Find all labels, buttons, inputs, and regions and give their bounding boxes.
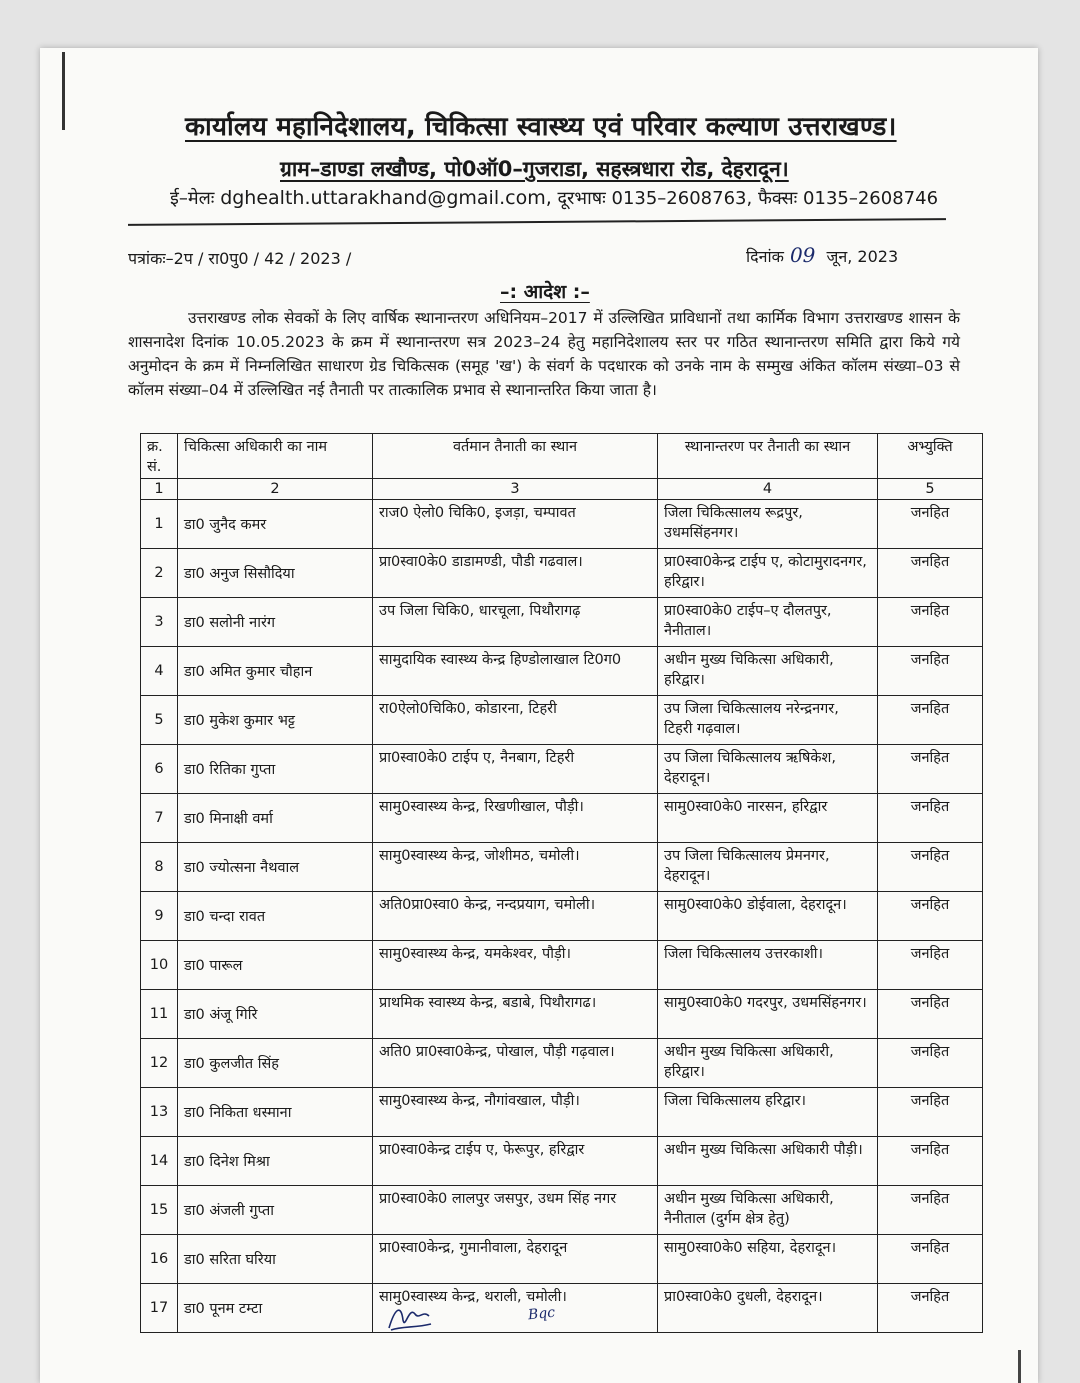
new-posting-cell: जिला चिकित्सालय हरिद्वार। bbox=[658, 1088, 878, 1137]
remark-cell: जनहित bbox=[878, 1039, 983, 1088]
new-posting-cell: उप जिला चिकित्सालय प्रेमनगर, देहरादून। bbox=[658, 843, 878, 892]
officer-name-cell: डा0 अनुज सिसौदिया bbox=[178, 549, 373, 598]
remark-cell: जनहित bbox=[878, 1088, 983, 1137]
officer-name-cell: डा0 पारूल bbox=[178, 941, 373, 990]
remark-cell: जनहित bbox=[878, 647, 983, 696]
serial-number-cell: 13 bbox=[141, 1088, 178, 1137]
contact-line bbox=[170, 186, 939, 210]
current-posting-cell: रा0ऐलो0चिकि0, कोडारना, टिहरी bbox=[373, 696, 658, 745]
col-number: 1 bbox=[141, 479, 178, 500]
table-row bbox=[141, 1235, 983, 1284]
remark-cell: जनहित bbox=[878, 892, 983, 941]
table-row bbox=[141, 1137, 983, 1186]
officer-name-cell: डा0 मुकेश कुमार भट्ट bbox=[178, 696, 373, 745]
table-row bbox=[141, 647, 983, 696]
new-posting-cell: उप जिला चिकित्सालय ऋषिकेश, देहरादून। bbox=[658, 745, 878, 794]
remark-cell: जनहित bbox=[878, 794, 983, 843]
table-row bbox=[141, 794, 983, 843]
officer-name-cell: डा0 दिनेश मिश्रा bbox=[178, 1137, 373, 1186]
table-row bbox=[141, 990, 983, 1039]
serial-number-cell: 16 bbox=[141, 1235, 178, 1284]
officer-name-cell: डा0 अंजू गिरि bbox=[178, 990, 373, 1039]
phone-number: दूरभाषः 0135–2608763, bbox=[557, 188, 753, 209]
new-posting-cell: जिला चिकित्सालय रूद्रपुर, उधमसिंहनगर। bbox=[658, 500, 878, 549]
new-posting-cell: प्रा0स्वा0के0 दुधली, देहरादून। bbox=[658, 1284, 878, 1333]
current-posting-cell: प्रा0स्वा0केन्द्र, गुमानीवाला, देहरादून bbox=[373, 1235, 658, 1284]
current-posting-cell: सामुदायिक स्वास्थ्य केन्द्र हिण्डोलाखाल टि0ग0 bbox=[373, 647, 658, 696]
serial-number-cell: 17 bbox=[141, 1284, 178, 1333]
col-number: 2 bbox=[178, 479, 373, 500]
serial-number-cell: 8 bbox=[141, 843, 178, 892]
table-row bbox=[141, 1186, 983, 1235]
date-label: दिनांक bbox=[746, 247, 784, 266]
officer-name-cell: डा0 सलोनी नारंग bbox=[178, 598, 373, 647]
table-row bbox=[141, 696, 983, 745]
officer-name-cell: डा0 अमित कुमार चौहान bbox=[178, 647, 373, 696]
officer-name-cell: डा0 रितिका गुप्ता bbox=[178, 745, 373, 794]
serial-number-cell: 6 bbox=[141, 745, 178, 794]
serial-number-cell: 4 bbox=[141, 647, 178, 696]
new-posting-cell: सामु0स्वा0के0 गदरपुर, उधमसिंहनगर। bbox=[658, 990, 878, 1039]
serial-number-cell: 1 bbox=[141, 500, 178, 549]
new-posting-cell: सामु0स्वा0के0 डोईवाला, देहरादून। bbox=[658, 892, 878, 941]
reference-number: पत्रांकः–2प / रा0पु0 / 42 / 2023 / bbox=[128, 249, 352, 268]
table-row bbox=[141, 500, 983, 549]
header-serial: क्र. सं. bbox=[141, 434, 178, 479]
date-month-year: जून, 2023 bbox=[826, 247, 899, 266]
table-row bbox=[141, 745, 983, 794]
fax-number: फैक्सः 0135–2608746 bbox=[757, 188, 939, 209]
current-posting-cell: प्रा0स्वा0के0 डाडामण्डी, पौडी गढवाल। bbox=[373, 549, 658, 598]
header-current-posting: वर्तमान तैनाती का स्थान bbox=[373, 434, 658, 479]
officer-name-cell: डा0 निकिता धस्माना bbox=[178, 1088, 373, 1137]
current-posting-cell: अति0 प्रा0स्वा0केन्द्र, पोखाल, पौड़ी गढ़वाल। bbox=[373, 1039, 658, 1088]
remark-cell: जनहित bbox=[878, 549, 983, 598]
new-posting-cell: उप जिला चिकित्सालय नरेन्द्रनगर, टिहरी गढ़वाल। bbox=[658, 696, 878, 745]
new-posting-cell: अधीन मुख्य चिकित्सा अधिकारी, हरिद्वार। bbox=[658, 1039, 878, 1088]
date-day: 09 bbox=[789, 243, 816, 267]
email-label: ई–मेलः bbox=[170, 188, 215, 209]
current-posting-cell: उप जिला चिकि0, धारचूला, पिथौरागढ़ bbox=[373, 598, 658, 647]
officer-name-cell: डा0 मिनाक्षी वर्मा bbox=[178, 794, 373, 843]
current-posting-cell: प्रा0स्वा0के0 लालपुर जसपुर, उधम सिंह नगर bbox=[373, 1186, 658, 1235]
current-posting-cell: प्राथमिक स्वास्थ्य केन्द्र, बडाबे, पिथौरागढ। bbox=[373, 990, 658, 1039]
serial-number-cell: 14 bbox=[141, 1137, 178, 1186]
serial-number-cell: 7 bbox=[141, 794, 178, 843]
officer-name-cell: डा0 अंजली गुप्ता bbox=[178, 1186, 373, 1235]
table-row bbox=[141, 549, 983, 598]
new-posting-cell: जिला चिकित्सालय उत्तरकाशी। bbox=[658, 941, 878, 990]
current-posting-cell: सामु0स्वास्थ्य केन्द्र, नौगांवखाल, पौड़ी। bbox=[373, 1088, 658, 1137]
officer-name-cell: डा0 जुनैद कमर bbox=[178, 500, 373, 549]
serial-number-cell: 12 bbox=[141, 1039, 178, 1088]
current-posting-cell: प्रा0स्वा0के0 टाईप ए, नैनबाग, टिहरी bbox=[373, 745, 658, 794]
email-address: dghealth.uttarakhand@gmail.com, bbox=[220, 187, 552, 209]
new-posting-cell: अधीन मुख्य चिकित्सा अधिकारी पौड़ी। bbox=[658, 1137, 878, 1186]
margin-mark bbox=[62, 52, 65, 130]
scan-edge bbox=[1018, 1350, 1021, 1383]
remark-cell: जनहित bbox=[878, 1235, 983, 1284]
office-title: कार्यालय महानिदेशालय, चिकित्सा स्वास्थ्य एवं परिवार कल्याण उत्तराखण्ड। bbox=[185, 112, 897, 142]
remark-cell: जनहित bbox=[878, 745, 983, 794]
officer-name-cell: डा0 कुलजीत सिंह bbox=[178, 1039, 373, 1088]
signature-scribble bbox=[385, 1300, 435, 1334]
new-posting-cell: प्रा0स्वा0केन्द्र टाईप ए, कोटामुरादनगर, हरिद्वार। bbox=[658, 549, 878, 598]
current-posting-cell: सामु0स्वास्थ्य केन्द्र, रिखणीखाल, पौड़ी। bbox=[373, 794, 658, 843]
remark-cell: जनहित bbox=[878, 696, 983, 745]
serial-number-cell: 15 bbox=[141, 1186, 178, 1235]
remark-cell: जनहित bbox=[878, 1137, 983, 1186]
remark-cell: जनहित bbox=[878, 990, 983, 1039]
table-row bbox=[141, 892, 983, 941]
current-posting-cell: अति0प्रा0स्वा0 केन्द्र, नन्दप्रयाग, चमोली। bbox=[373, 892, 658, 941]
current-posting-cell: सामु0स्वास्थ्य केन्द्र, थराली, चमोली। bbox=[373, 1284, 658, 1333]
current-posting-cell: सामु0स्वास्थ्य केन्द्र, जोशीमठ, चमोली। bbox=[373, 843, 658, 892]
table-row bbox=[141, 1088, 983, 1137]
header-officer-name: चिकित्सा अधिकारी का नाम bbox=[178, 434, 373, 479]
table-row bbox=[141, 843, 983, 892]
table-row bbox=[141, 1039, 983, 1088]
serial-number-cell: 10 bbox=[141, 941, 178, 990]
date-line bbox=[746, 243, 898, 267]
serial-number-cell: 5 bbox=[141, 696, 178, 745]
col-number: 4 bbox=[658, 479, 878, 500]
table-header-row bbox=[141, 434, 983, 479]
remark-cell: जनहित bbox=[878, 941, 983, 990]
new-posting-cell: अधीन मुख्य चिकित्सा अधिकारी, हरिद्वार। bbox=[658, 647, 878, 696]
header-new-posting: स्थानान्तरण पर तैनाती का स्थान bbox=[658, 434, 878, 479]
remark-cell: जनहित bbox=[878, 500, 983, 549]
signature-initials: Bqc bbox=[527, 1304, 556, 1324]
new-posting-cell: सामु0स्वा0के0 नारसन, हरिद्वार bbox=[658, 794, 878, 843]
serial-number-cell: 2 bbox=[141, 549, 178, 598]
remark-cell: जनहित bbox=[878, 598, 983, 647]
serial-number-cell: 11 bbox=[141, 990, 178, 1039]
officer-name-cell: डा0 पूनम टम्टा bbox=[178, 1284, 373, 1333]
table-column-number-row bbox=[141, 479, 983, 500]
new-posting-cell: प्रा0स्वा0के0 टाईप–ए दौलतपुर, नैनीताल। bbox=[658, 598, 878, 647]
table-row bbox=[141, 1284, 983, 1333]
current-posting-cell: सामु0स्वास्थ्य केन्द्र, यमकेश्वर, पौड़ी। bbox=[373, 941, 658, 990]
transfer-table bbox=[140, 433, 983, 1333]
remark-cell: जनहित bbox=[878, 843, 983, 892]
office-address: ग्राम–डाण्डा लखौण्ड, पो0ऑ0–गुजराडा, सहस्त्रधारा रोड, देहरादून। bbox=[280, 157, 789, 181]
serial-number-cell: 9 bbox=[141, 892, 178, 941]
col-number: 5 bbox=[878, 479, 983, 500]
officer-name-cell: डा0 ज्योत्सना नैथवाल bbox=[178, 843, 373, 892]
serial-number-cell: 3 bbox=[141, 598, 178, 647]
officer-name-cell: डा0 सरिता घरिया bbox=[178, 1235, 373, 1284]
col-number: 3 bbox=[373, 479, 658, 500]
remark-cell: जनहित bbox=[878, 1186, 983, 1235]
order-title: –: आदेश :– bbox=[500, 281, 590, 303]
new-posting-cell: सामु0स्वा0के0 सहिया, देहरादून। bbox=[658, 1235, 878, 1284]
order-body-text: उत्तराखण्ड लोक सेवकों के लिए वार्षिक स्थानान्तरण अधिनियम–2017 में उल्लिखित प्राविधानों तथा कार्मिक विभाग उत्तराखण्ड शासन के शासनादेश दिनांक 10.05.2023 के क्रम में स्थानान्तरण सत्र 2023–24 हेतु महानिदेशालय स्तर पर गठित स्थानान्तरण समिति द्वारा किये गये अनुमोदन के क्रम में निम्नलिखित साधारण ग्रेड चिकित्सक (समूह 'ख') के संवर्ग के पदधारक को उनके नाम के सम्मुख अंकित कॉलम संख्या–03 से कॉलम संख्या–04 में उल्लिखित नई तैनाती पर तात्कालिक प्रभाव से स्थानान्तरित किया जाता है। bbox=[128, 309, 960, 399]
table-row bbox=[141, 598, 983, 647]
current-posting-cell: राज0 ऐलो0 चिकि0, इजड़ा, चम्पावत bbox=[373, 500, 658, 549]
remark-cell: जनहित bbox=[878, 1284, 983, 1333]
table-row bbox=[141, 941, 983, 990]
header-remarks: अभ्युक्ति bbox=[878, 434, 983, 479]
current-posting-cell: प्रा0स्वा0केन्द्र टाईप ए, फेरूपुर, हरिद्वार bbox=[373, 1137, 658, 1186]
new-posting-cell: अधीन मुख्य चिकित्सा अधिकारी, नैनीताल (दुर्गम क्षेत्र हेतु) bbox=[658, 1186, 878, 1235]
officer-name-cell: डा0 चन्दा रावत bbox=[178, 892, 373, 941]
